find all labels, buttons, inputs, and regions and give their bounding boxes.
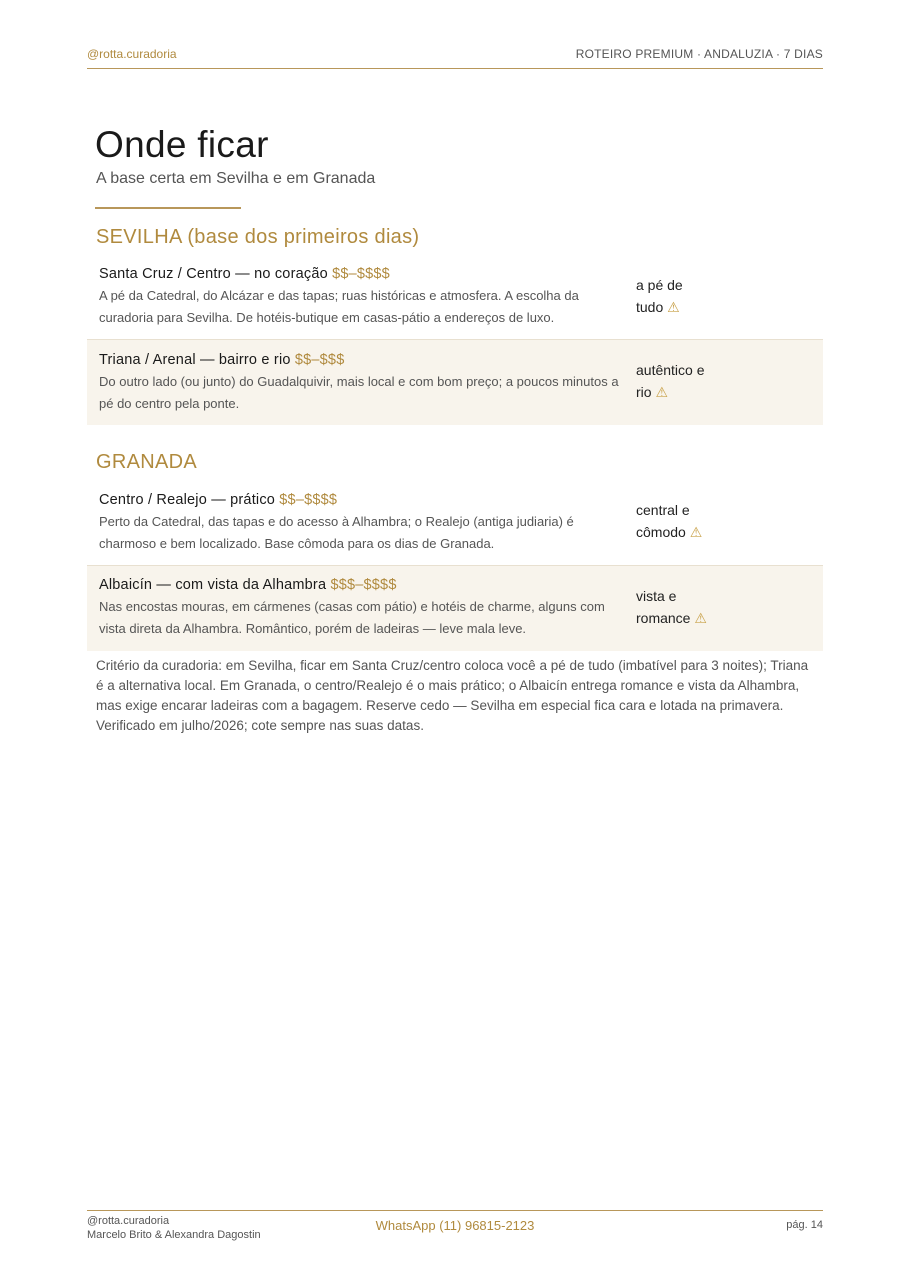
header-series: ROTEIRO PREMIUM · ANDALUZIA · 7 DIAS [575,47,823,61]
neighborhood-tag: a pé de tudo ⚠ [636,277,683,315]
header-handle: @rotta.curadoria [87,47,177,61]
warning-icon: ⚠ [689,524,703,540]
warning-icon: ⚠ [694,610,707,626]
neighborhood-name: Albaicín — com vista da Alhambra $$$–$$$$ [99,577,397,593]
footer-authors: Marcelo Brito & Alexandra Dagostin [87,1229,261,1241]
page-title: Onde ficar [95,124,269,165]
neighborhood-description: Do outro lado (ou junto) do Guadalquivir, mais local e com bom preço; a poucos minutos a pé do centro pela ponte. [99,374,619,411]
section-title-granada: GRANADA [96,451,198,473]
neighborhood-tag: central e cômodo ⚠ [636,502,703,540]
warning-icon: ⚠ [667,299,680,315]
warning-icon: ⚠ [655,384,669,400]
price-range: $$$–$$$$ [330,577,397,593]
page-number: pág. 14 [786,1219,823,1231]
price-range: $$–$$$$ [279,492,338,508]
title-divider [95,207,241,209]
price-range: $$–$$$ [294,352,345,368]
section-title-sevilha: SEVILHA (base dos primeiros dias) [96,226,420,248]
neighborhood-tag: autêntico e rio ⚠ [636,362,705,400]
page-header [87,46,823,69]
neighborhood-description: Nas encostas mouras, em cármenes (casas com pátio) e hotéis de charme, alguns com vista direta da Alhambra. Romântico, porém de ladeiras — leve mala leve. [99,599,605,636]
neighborhood-description: Perto da Catedral, das tapas e do acesso à Alhambra; o Realejo (antiga judiaria) é charmoso e bem localizado. Base cômoda para os dias de Granada. [99,514,574,551]
neighborhood-name: Triana / Arenal — bairro e rio $$–$$$ [99,352,345,368]
list-item [87,481,823,566]
list-item [87,255,823,340]
neighborhood-name: Santa Cruz / Centro — no coração $$–$$$$ [99,266,390,282]
page-subtitle: A base certa em Sevilha e em Granada [96,170,376,187]
list-item [87,566,823,651]
neighborhood-description: A pé da Catedral, do Alcázar e das tapas; ruas históricas e atmosfera. A escolha da curadoria para Sevilha. De hotéis-butique em casas-pátio a endereços de luxo. [99,288,579,325]
whatsapp-link[interactable]: WhatsApp (11) 96815-2123 [375,1218,535,1233]
neighborhood-tag: vista e romance ⚠ [636,588,707,626]
price-range: $$–$$$$ [332,266,390,282]
list-item [87,340,823,425]
neighborhood-name: Centro / Realejo — prático $$–$$$$ [99,492,338,508]
page-footer [87,1210,823,1241]
footer-handle: @rotta.curadoria [87,1215,170,1227]
curation-note: Critério da curadoria: em Sevilha, ficar em Santa Cruz/centro coloca você a pé de tudo (imbatível para 3 noites); Triana é a alternativa local. Em Granada, o centro/Realejo é o mais prático; o Albaicín entrega romance e vista da Alhambra, mas exige encarar ladeiras com a bagagem. Reserve cedo — Sevilha em especial fica cara e lotada na primavera. Verificado em julho/2026; cote sempre nas suas datas. [96,658,809,733]
